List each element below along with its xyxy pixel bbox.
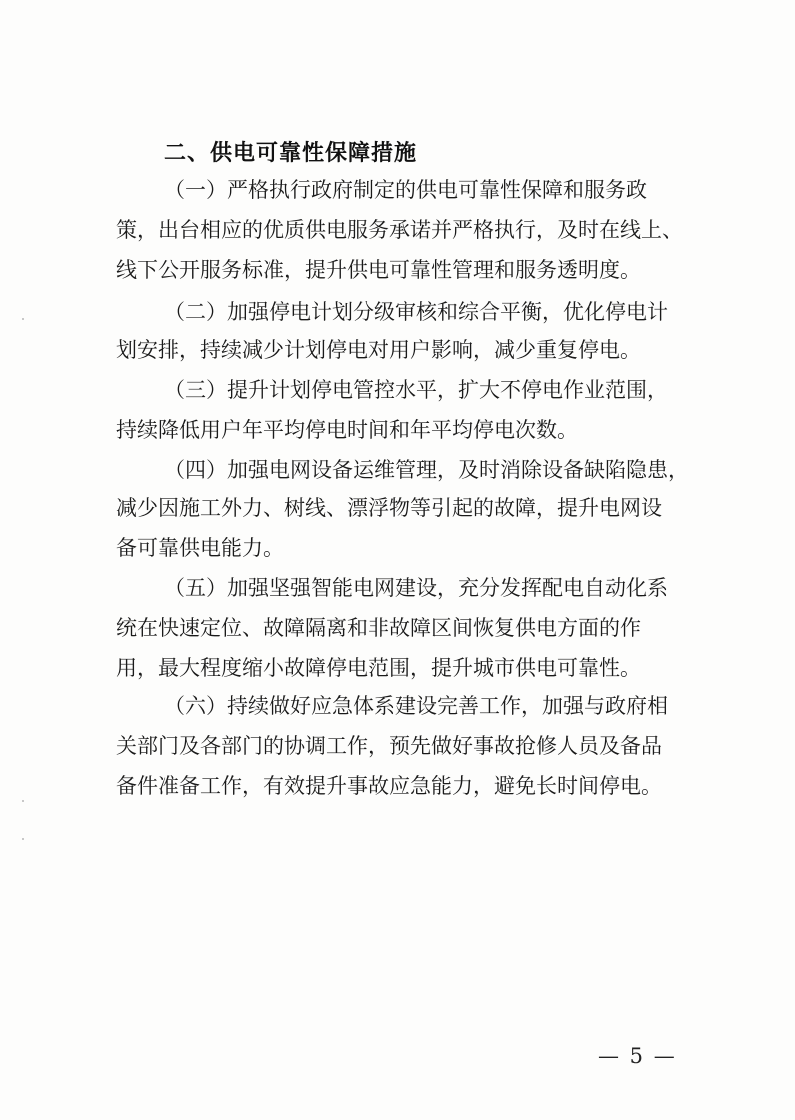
paragraph-6-line-1: （六）持续做好应急体系建设完善工作，加强与政府相 xyxy=(164,694,668,718)
section-heading: 二、供电可靠性保障措施 xyxy=(164,141,418,166)
paragraph-5-line-3: 用，最大程度缩小故障停电范围，提升城市供电可靠性。 xyxy=(116,656,641,680)
paragraph-3-line-2: 持续降低用户年平均停电时间和年平均停电次数。 xyxy=(116,418,578,442)
scan-speck xyxy=(22,838,24,840)
paragraph-5-line-1: （五）加强坚强智能电网建设，充分发挥配电自动化系 xyxy=(164,576,668,600)
paragraph-4-line-2: 减少因施工外力、树线、漂浮物等引起的故障，提升电网设 xyxy=(116,496,662,520)
scan-speck xyxy=(22,318,24,320)
paragraph-6-line-2: 关部门及各部门的协调工作，预先做好事故抢修人员及备品 xyxy=(116,734,662,758)
paragraph-1-line-2: 策，出台相应的优质供电服务承诺并严格执行，及时在线上、 xyxy=(116,218,683,242)
paragraph-6-line-3: 备件准备工作，有效提升事故应急能力，避免长时间停电。 xyxy=(116,774,662,798)
paragraph-1-line-3: 线下公开服务标准，提升供电可靠性管理和服务透明度。 xyxy=(116,258,641,282)
page-number: — 5 — xyxy=(598,1044,677,1068)
scan-speck xyxy=(22,800,24,802)
paragraph-5-line-2: 统在快速定位、故障隔离和非故障区间恢复供电方面的作 xyxy=(116,616,641,640)
paragraph-3-line-1: （三）提升计划停电管控水平，扩大不停电作业范围， xyxy=(164,378,668,402)
paragraph-2-line-2: 划安排，持续减少计划停电对用户影响，减少重复停电。 xyxy=(116,338,641,362)
paragraph-4-line-1: （四）加强电网设备运维管理，及时消除设备缺陷隐患， xyxy=(164,458,689,482)
paragraph-1-line-1: （一）严格执行政府制定的供电可靠性保障和服务政 xyxy=(164,178,647,202)
paragraph-4-line-3: 备可靠供电能力。 xyxy=(116,536,284,560)
paragraph-2-line-1: （二）加强停电计划分级审核和综合平衡，优化停电计 xyxy=(164,300,668,324)
